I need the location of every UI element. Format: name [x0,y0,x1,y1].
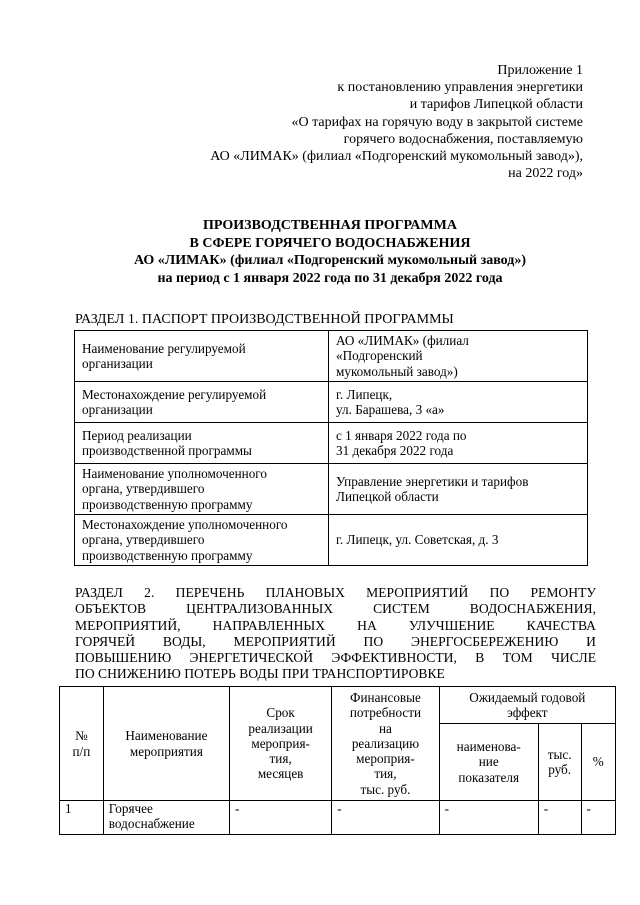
cell-line: 31 декабря 2022 года [336,443,454,458]
cell-line: Местонахождение уполномоченного [82,516,288,532]
cell-name [103,801,229,835]
title-line: АО «ЛИМАК» (филиал «Подгоренский мукомольный завод») [133,253,527,268]
header-thousand-rub [538,724,581,801]
cell-line: тия, [374,766,397,782]
appendix-line: горячего водоснабжения, поставляемую [343,131,583,147]
heading-line: ГОРЯЧЕЙ ВОДЫ, МЕРОПРИЯТИЙ ПО ЭНЕРГОСБЕРЕЖЕНИЮ И [75,633,596,649]
cell-line: эффект [507,705,548,720]
cell-line: на [378,720,392,736]
cell-line: Местонахождение регулируемой [82,386,267,402]
cell-line: п/п [72,743,91,759]
heading-line: МЕРОПРИЯТИЙ, НАПРАВЛЕННЫХ НА УЛУЧШЕНИЕ КАЧЕСТВА [75,617,596,633]
appendix-line: Приложение 1 [497,63,583,78]
header-name [103,687,229,801]
appendix-line: «О тарифах на горячую воду в закрытой системе [291,114,583,130]
passport-value [329,515,588,566]
cell-line: организации [82,402,153,417]
cell-line: ние [478,754,499,770]
table-header-row [60,687,616,724]
cell-line: мероприя- [356,751,415,767]
passport-value [329,423,588,464]
cell-line: Период реализации [82,427,192,443]
cell-line: мукомольный завод») [336,363,458,379]
header-percent [581,724,615,801]
cell-line: органа, утвердившего [82,481,205,497]
heading-line: ОБЪЕКТОВ ЦЕНТРАЛИЗОВАННЫХ СИСТЕМ ВОДОСНАБЖЕНИЯ, [75,601,596,617]
passport-key [75,464,329,515]
header-indicator [439,724,538,801]
cell-line: Финансовые [350,690,421,706]
cell-line: органа, утвердившего [82,532,205,548]
cell-line: Срок [266,705,295,721]
appendix-line: на 2022 год» [508,166,583,182]
cell-line: г. Липецк, ул. Советская, д. 3 [336,532,499,548]
cell-line: производственную программу [82,496,253,512]
section2-heading [75,585,596,683]
cell-line: Горячее [108,801,153,816]
document-title [60,217,600,287]
header-num [60,687,104,801]
cell-line: с 1 января 2022 года по [336,427,467,443]
header-finance [332,687,439,801]
cell-line: тия, [269,751,292,767]
passport-value [329,331,588,382]
passport-key [75,423,329,464]
passport-key [75,515,329,566]
table-row [75,515,588,566]
cell-num: 1 [60,801,104,835]
cell-line: реализации [248,720,313,736]
table-row [75,382,588,423]
cell-line: производственную программу [82,547,253,563]
heading-line: ПО СНИЖЕНИЮ ПОТЕРЬ ВОДЫ ПРИ ТРАНСПОРТИРОВКЕ [75,666,445,682]
cell-line: г. Липецк, [336,386,393,402]
table-row [60,801,616,835]
cell-line: Ожидаемый годовой [469,689,586,705]
cell-line: ул. Барашева, 3 «а» [336,402,445,417]
passport-value [329,382,588,423]
measures-table [59,686,616,835]
table-row [75,464,588,515]
passport-key [75,331,329,382]
cell-line: месяцев [257,766,304,782]
cell-line: «Подгоренский [336,348,423,364]
appendix-line: к постановлению управления энергетики [337,80,583,96]
cell-line: АО «ЛИМАК» (филиал [336,332,469,348]
title-line: В СФЕРЕ ГОРЯЧЕГО ВОДОСНАБЖЕНИЯ [189,235,471,251]
appendix-line: АО «ЛИМАК» (филиал «Подгоренский мукомольный завод»), [210,149,583,165]
cell-indicator: - [439,801,538,835]
cell-line: Наименование уполномоченного [82,465,267,481]
cell-term: - [230,801,332,835]
heading-line: РАЗДЕЛ 2. ПЕРЕЧЕНЬ ПЛАНОВЫХ МЕРОПРИЯТИЙ ПО РЕМОНТУ [75,585,596,600]
cell-line: № [75,728,88,744]
table-row [75,331,588,382]
appendix-line: и тарифов Липецкой области [409,97,583,113]
passport-table [74,330,588,566]
cell-line: тыс. [547,746,572,762]
cell-line: Управление энергетики и тарифов [336,473,529,489]
cell-line: % [592,754,604,770]
heading-line: ПОВЫШЕНИЮ ЭНЕРГЕТИЧЕСКОЙ ЭФФЕКТИВНОСТИ, В ТОМ ЧИСЛЕ [75,650,596,666]
table-row [75,423,588,464]
cell-line: Наименование регулируемой [82,340,246,356]
section1-heading: РАЗДЕЛ 1. ПАСПОРТ ПРОИЗВОДСТВЕННОЙ ПРОГРАММЫ [75,312,454,327]
header-term [230,687,332,801]
title-line: ПРОИЗВОДСТВЕННАЯ ПРОГРАММА [203,218,457,233]
cell-line: Наименование [125,728,208,744]
passport-key [75,382,329,423]
cell-line: руб. [548,762,572,777]
cell-line: тыс. руб. [360,781,411,797]
cell-thousand-rub: - [538,801,581,835]
cell-line: мероприя- [251,735,310,751]
appendix-block [123,62,583,182]
cell-line: наименова- [456,739,521,755]
cell-line: Липецкой области [336,489,439,504]
cell-percent: - [581,801,615,835]
passport-value [329,464,588,515]
cell-line: организации [82,356,153,371]
cell-line: водоснабжение [108,816,195,832]
title-line: на период с 1 января 2022 года по 31 декабря 2022 года [157,270,503,286]
cell-finance: - [332,801,439,835]
header-effect [439,687,615,724]
cell-line: реализацию [351,735,420,751]
cell-line: показателя [458,769,520,785]
cell-line: мероприятия [129,743,203,759]
cell-line: потребности [349,705,422,721]
cell-line: производственной программы [82,443,252,458]
